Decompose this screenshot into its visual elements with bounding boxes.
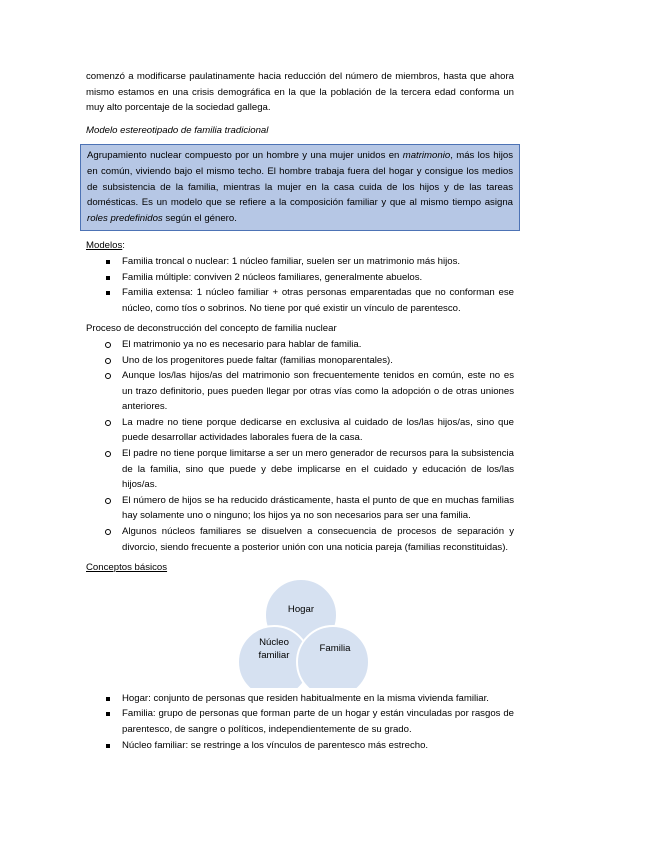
venn-svg — [86, 577, 514, 688]
section-subheading: Modelo estereotipado de familia tradicional — [86, 124, 269, 136]
proceso-list — [86, 337, 514, 555]
list-item: Aunque los/las hijos/as del matrimonio son frecuentemente tenidos en común, este no es un trazo definitorio, pues pueden llegar por otras vías como la adopción o de otras uniones anteriores. — [86, 368, 514, 415]
box-text-1: Agrupamiento nuclear compuesto por un hombre y una mujer unidos en — [87, 150, 403, 162]
list-item: Núcleo familiar: se restringe a los vínculos de parentesco más estrecho. — [86, 738, 514, 754]
list-item: Hogar: conjunto de personas que residen habitualmente en la misma vivienda familiar. — [86, 691, 514, 707]
list-item: Uno de los progenitores puede faltar (familias monoparentales). — [86, 353, 514, 369]
conceptos-label: Conceptos básicos — [86, 562, 168, 574]
circle-bullet-icon — [105, 342, 111, 348]
circle-bullet-icon — [105, 498, 111, 504]
list-item: Familia extensa: 1 núcleo familiar + otras personas emparentadas que no conforman ese núcleo, como tíos o sobrinos. No tiene por qué existir un vínculo de parentesco. — [86, 285, 514, 316]
proceso-heading: Proceso de deconstrucción del concepto de familia nuclear — [86, 323, 337, 335]
square-bullet-icon — [106, 697, 110, 701]
venn-label-familia: Familia — [319, 642, 351, 654]
venn-label-nucleo: Núcleo familiar — [258, 636, 290, 661]
box-italic-roles: roles predefinidos — [87, 212, 163, 224]
square-bullet-icon — [106, 744, 110, 748]
circle-bullet-icon — [105, 358, 111, 364]
box-italic-matrimonio: matrimonio — [402, 150, 451, 162]
circle-bullet-icon — [105, 451, 111, 457]
modelos-colon: : — [122, 240, 125, 252]
list-item: Familia: grupo de personas que forman parte de un hogar y están vinculadas por rasgos de parentesco, de sangre o políticos, independientemente de su grado. — [86, 706, 514, 737]
modelos-list — [86, 254, 514, 316]
circle-bullet-icon — [105, 420, 111, 426]
list-item: El padre no tiene porque limitarse a ser un mero generador de recursos para la subsistencia de la familia, sino que puede y debe implicarse en el cuidado y educación de los/las hijos/as. — [86, 446, 514, 493]
highlight-box — [80, 144, 520, 231]
list-item: El matrimonio ya no es necesario para hablar de familia. — [86, 337, 514, 353]
venn-diagram — [86, 577, 514, 688]
page-content — [86, 69, 514, 753]
list-item: La madre no tiene porque dedicarse en exclusiva al cuidado de los/las hijos/as, sino que puede desarrollar actividades laborales fuera de la casa. — [86, 415, 514, 446]
box-text-2: , más los hijos en común, viviendo bajo el mismo techo. El hombre trabaja fuera del hogar y consigue los medios de subsistencia de la familia, mientras la mujer en la casa cuida de los hijos y de las tareas domésticas. Es un modelo que se refiere a la composición familiar y que al mismo tiempo asigna — [87, 150, 514, 209]
list-item: El número de hijos se ha reducido drásticamente, hasta el punto de que en muchas familias hay solamente uno o ninguno; los hijos ya no son necesarios para ser una familia. — [86, 493, 514, 524]
square-bullet-icon — [106, 712, 110, 716]
square-bullet-icon — [106, 291, 110, 295]
modelos-label: Modelos — [86, 240, 123, 252]
circle-bullet-icon — [105, 373, 111, 379]
conceptos-list — [86, 691, 514, 753]
square-bullet-icon — [106, 260, 110, 264]
circle-bullet-icon — [105, 529, 111, 535]
list-item: Familia troncal o nuclear: 1 núcleo familiar, suelen ser un matrimonio más hijos. — [86, 254, 514, 270]
modelos-heading — [86, 238, 514, 254]
square-bullet-icon — [106, 276, 110, 280]
box-text-3: según el género. — [162, 212, 237, 224]
list-item: Familia múltiple: conviven 2 núcleos familiares, generalmente abuelos. — [86, 270, 514, 286]
intro-paragraph: comenzó a modificarse paulatinamente hacia reducción del número de miembros, hasta que ahora mismo estamos en una crisis demográfica en la que la población de la tercera edad conforma un muy alto porcentaje de la sociedad gallega. — [86, 71, 514, 114]
venn-label-hogar: Hogar — [287, 603, 315, 615]
conceptos-heading — [86, 560, 514, 576]
list-item: Algunos núcleos familiares se disuelven a consecuencia de procesos de separación y divorcio, siendo frecuente a posterior unión con una noticia pareja (familias reconstituidas). — [86, 524, 514, 555]
